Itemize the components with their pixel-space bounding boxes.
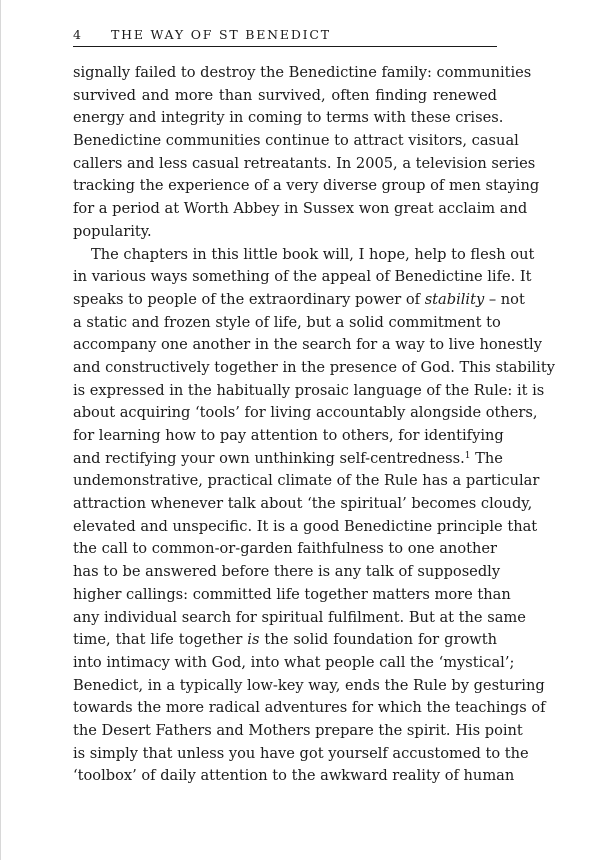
- text-run: is simply that unless you have got yourself accustomed to the: [73, 744, 529, 762]
- text-run: a static and frozen style of life, but a solid commitment to: [73, 313, 501, 331]
- text-run: in various ways something of the appeal of Benedictine life. It: [73, 268, 532, 286]
- text-run: into intimacy with God, into what people call the ‘mystical’;: [73, 653, 515, 671]
- text-run: higher callings: committed life together matters more than: [73, 585, 511, 603]
- text-run: has to be answered before there is any talk of supposedly: [73, 563, 501, 581]
- text-line: [73, 334, 542, 357]
- text-run: for a period at Worth Abbey in Sussex won great acclaim and: [73, 200, 528, 218]
- text-line: [73, 470, 540, 493]
- text-line: [73, 538, 497, 561]
- text-run: ‘toolbox’ of daily attention to the awkward reality of human: [73, 767, 515, 785]
- text-run: and rectifying your own unthinking self-centredness.: [73, 449, 465, 467]
- italic-text: is: [247, 631, 260, 649]
- text-run: about acquiring ‘tools’ for living accountably alongside others,: [73, 404, 538, 422]
- text-run: the solid foundation for growth: [259, 631, 497, 649]
- text-line: [73, 584, 511, 607]
- text-line: [73, 765, 515, 788]
- text-run: The: [470, 449, 503, 467]
- text-run: signally failed to destroy the Benedictine family: communities: [73, 64, 532, 81]
- text-run: elevated and unspecific. It is a good Benedictine principle that: [73, 517, 538, 535]
- text-run: survived and more than survived, often finding renewed: [73, 86, 497, 104]
- text-run: the Desert Fathers and Mothers prepare the spirit. His point: [73, 721, 523, 739]
- text-run: is expressed in the habitually prosaic language of the Rule: it is: [73, 381, 545, 399]
- text-line: [73, 743, 529, 766]
- text-line: [73, 402, 538, 425]
- text-run: tracking the experience of a very diverse group of men staying: [73, 177, 540, 195]
- text-run: callers and less casual retreatants. In 2005, a television series: [73, 154, 536, 172]
- text-line: [73, 720, 523, 743]
- text-line: [73, 675, 545, 698]
- text-run: Benedictine communities continue to attract visitors, casual: [73, 132, 519, 150]
- text-run: energy and integrity in coming to terms with these crises.: [73, 109, 504, 127]
- text-line: [73, 107, 504, 130]
- text-run: towards the more radical adventures for which the teachings of: [73, 699, 546, 717]
- running-title: THE WAY OF ST BENEDICT: [111, 27, 331, 42]
- page-number: 4: [73, 27, 83, 42]
- text-run: and constructively together in the presence of God. This stability: [73, 358, 555, 376]
- text-line: [73, 448, 503, 471]
- text-line: [73, 312, 501, 335]
- text-run: time, that life together: [73, 631, 248, 649]
- text-run: Benedict, in a typically low-key way, ends the Rule by gesturing: [73, 676, 545, 694]
- text-run: undemonstrative, practical climate of the Rule has a particular: [73, 472, 540, 490]
- text-line: [73, 198, 528, 221]
- text-line: [73, 289, 525, 312]
- text-line: [73, 425, 504, 448]
- italic-text: stability: [424, 290, 485, 308]
- text-line: [73, 130, 519, 153]
- text-run: the call to common-or-garden faithfulness to one another: [73, 540, 497, 558]
- text-line: [73, 493, 533, 516]
- text-line: [73, 697, 546, 720]
- text-line: [73, 380, 545, 403]
- text-line: [73, 607, 526, 630]
- running-head: [73, 26, 497, 47]
- text-line: [73, 62, 532, 85]
- text-run: speaks to people of the extraordinary power of: [73, 290, 425, 308]
- footnote-marker: 1: [464, 450, 471, 461]
- text-run: for learning how to pay attention to others, for identifying: [73, 427, 504, 444]
- text-line: [73, 629, 497, 652]
- text-line: [73, 561, 501, 584]
- text-line: [73, 85, 497, 108]
- text-line: [73, 357, 555, 380]
- text-run: accompany one another in the search for a way to live honestly: [73, 336, 542, 354]
- text-run: any individual search for spiritual fulfilment. But at the same: [73, 608, 526, 626]
- text-line: [73, 221, 497, 244]
- body-text: [73, 62, 555, 788]
- text-line: [73, 266, 532, 289]
- text-line: [73, 516, 538, 539]
- text-line: [73, 175, 540, 198]
- text-line: [73, 244, 535, 267]
- text-line: [73, 153, 536, 176]
- text-run: – not: [484, 290, 525, 308]
- text-run: popularity.: [73, 222, 152, 240]
- text-run: attraction whenever talk about ‘the spiritual’ becomes cloudy,: [73, 495, 533, 513]
- text-run: The chapters in this little book will, I hope, help to flesh out: [91, 245, 535, 263]
- text-line: [73, 652, 515, 675]
- page-edge: [0, 0, 1, 860]
